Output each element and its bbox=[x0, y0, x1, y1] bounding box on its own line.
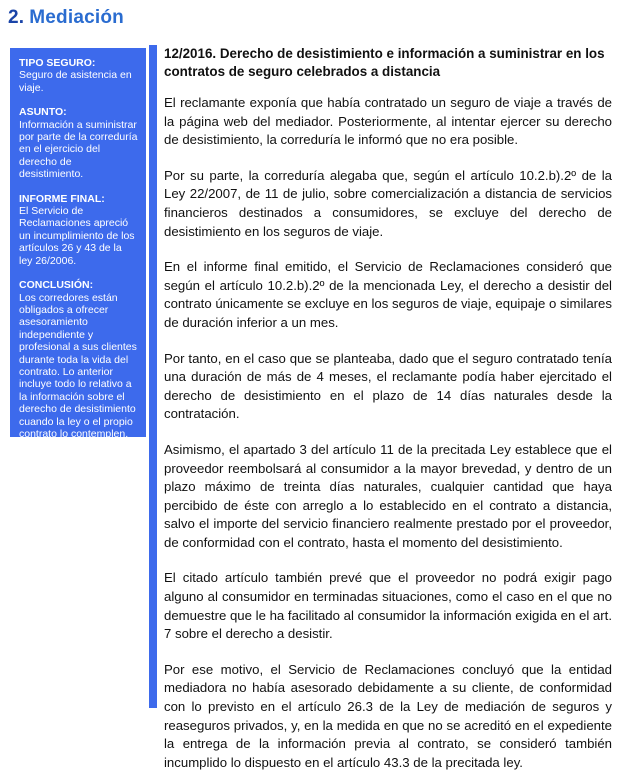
section-title: Mediación bbox=[29, 7, 124, 28]
summary-text-informe-final: El Servicio de Reclamaciones apreció un incumplimiento de los artículos 26 y 43 de la ley 26/2006. bbox=[19, 205, 135, 267]
summary-section-asunto bbox=[19, 106, 138, 180]
summary-text-asunto: Información a suministrar por parte de la correduría en el ejercicio del derecho de desistimiento. bbox=[19, 118, 138, 181]
section-number: 2. bbox=[8, 7, 25, 28]
section-heading bbox=[8, 7, 124, 29]
summary-label-informe-final: INFORME FINAL: bbox=[19, 192, 105, 205]
summary-label-asunto: ASUNTO: bbox=[19, 106, 67, 119]
summary-text-tipo-seguro: Seguro de asistencia en viaje. bbox=[19, 69, 132, 94]
summary-section-tipo-seguro bbox=[19, 57, 138, 94]
case-summary-panel bbox=[10, 48, 146, 440]
vertical-accent-rule bbox=[149, 45, 157, 708]
summary-label-tipo-seguro: TIPO SEGURO: bbox=[19, 57, 96, 69]
summary-label-conclusion: CONCLUSIÓN: bbox=[19, 279, 94, 292]
summary-section-informe-final bbox=[19, 193, 138, 267]
case-title: 12/2016. Derecho de desistimiento e información a suministrar en los contratos de seguro celebrados a distancia bbox=[164, 46, 605, 79]
case-body bbox=[164, 45, 612, 772]
summary-text-conclusion: Los corredores están obligados a ofrecer asesoramiento independiente y profesional a sus clientes durante toda la vida del contrato. Lo anterior incluye todo lo relativo a la información sobre el derecho de desistimiento cuando la ley o el propio contrato lo contemplen. bbox=[19, 291, 137, 440]
case-paragraph: Por tanto, en el caso que se planteaba, dado que el seguro contratado tenía una duración de más de 4 meses, el reclamante podía haber ejercitado el derecho de desistimiento en el plazo de 14 días naturales desde la contratación. bbox=[164, 350, 612, 422]
case-paragraph: Asimismo, el apartado 3 del artículo 11 de la precitada Ley establece que el proveedor reembolsará al consumidor a la mayor brevedad, y dentro de un plazo máximo de treinta días naturales, cualquier cantidad que haya percibido de éste con arreglo a lo establecido en el contrato a distancia, salvo el importe del servicio financiero realmente prestado por el proveedor, de conformidad con el contrato, hasta el momento del desistimiento. bbox=[164, 441, 612, 550]
case-paragraph: Por ese motivo, el Servicio de Reclamaciones concluyó que la entidad mediadora no había asesorado debidamente a su cliente, de conformidad con lo previsto en el artículo 26.3 de la Ley de mediación de seguros y reaseguros privados, y, en la medida en que no se acreditó en el expediente la entrega de la información previa al contrato, se consideró también incumplido lo dispuesto en el artículo 43.3 de la precitada ley. bbox=[164, 661, 612, 770]
summary-section-conclusion bbox=[19, 279, 138, 440]
case-paragraph: El reclamante exponía que había contratado un seguro de viaje a través de la página web del mediador. Posteriormente, al intentar ejercer su derecho de desistimiento, la correduría le informó que no era posible. bbox=[164, 95, 612, 148]
case-paragraph: En el informe final emitido, el Servicio de Reclamaciones consideró que según el artículo 10.2.b).2º de la mencionada Ley, el derecho a desistir del contrato únicamente se excluye en los seguros de viaje, equipaje o similares de duración inferior a un mes. bbox=[164, 259, 612, 330]
case-paragraph: El citado artículo también prevé que el proveedor no podrá exigir pago alguno al consumidor en terminadas situaciones, como el caso en el que no demuestre que le ha facilitado al consumidor la información exigida en el art. 7 sobre el derecho a desistir. bbox=[164, 570, 612, 642]
case-paragraph: Por su parte, la correduría alegaba que, según el artículo 10.2.b).2º de la Ley 22/2007, de 11 de julio, sobre comercialización a distancia de servicios financieros destinados a consumidores, se excluye del derecho de desistimiento en los seguros de viaje. bbox=[164, 167, 612, 239]
